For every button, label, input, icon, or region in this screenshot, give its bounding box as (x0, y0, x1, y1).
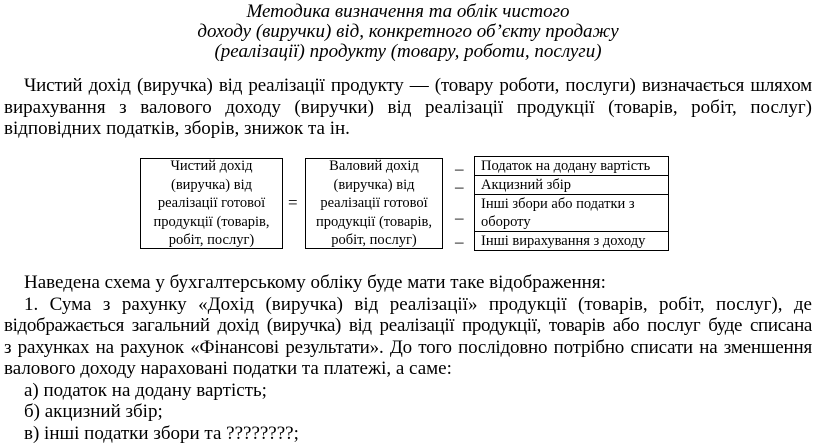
body-line: валового доходу нараховані податки та платежі, а саме: (4, 358, 812, 380)
deduction-excise (475, 176, 668, 195)
minus-sign: – (455, 209, 464, 227)
intro-paragraph (4, 75, 812, 140)
body-paragraph (4, 272, 812, 444)
box-line: реалізації готової (306, 194, 442, 213)
box-line: (виручка) від (141, 176, 282, 195)
list-item: б) акцизний збір; (4, 401, 812, 423)
box-line: реалізації готової (141, 194, 282, 213)
minus-sign: – (455, 178, 464, 196)
deduction-other-taxes (475, 195, 668, 232)
body-line: відображається загальний дохід (виручка) від реалізації продукції, товарів або послуг буде списана (4, 315, 812, 337)
box-line: робіт, послуг) (141, 231, 282, 250)
title-line: доходу (виручки) від, конкретного об’єкту продажу (0, 22, 816, 42)
box-line: продукції (товарів, (306, 213, 442, 232)
title-line: Методика визначення та облік чистого (0, 2, 816, 22)
body-line: з рахунках на рахунок «Фінансові результати». До того послідовно потрібно списати на зменшення (4, 337, 812, 359)
list-item: в) інші податки збори та ????????; (4, 423, 812, 444)
box-line: продукції (товарів, (141, 213, 282, 232)
box-line: (виручка) від (306, 176, 442, 195)
minus-sign: – (455, 233, 464, 251)
intro-line: вирахування з валового доходу (виручки) від реалізації продукції (товарів, робіт, послуг) (4, 97, 812, 119)
deduction-vat (475, 157, 668, 176)
box-line: робіт, послуг) (306, 231, 442, 250)
deduction-other (475, 232, 668, 251)
deduction-line: Акцизний збір (481, 176, 668, 194)
gross-income-box (305, 158, 443, 249)
intro-line: Чистий дохід (виручка) від реалізації продукту — (товару роботи, послуги) визначається шляхом (4, 75, 812, 97)
box-line: Валовий дохід (306, 157, 442, 176)
deduction-line: Інші збори або податки з (481, 195, 668, 213)
deductions-list (474, 156, 669, 251)
body-line: 1. Сума з рахунку «Дохід (виручка) від реалізації» продукції (товарів, робіт, послуг), де (4, 294, 812, 316)
deduction-line: Податок на додану вартість (481, 157, 668, 175)
list-item: а) податок на додану вартість; (4, 380, 812, 402)
equals-sign: = (288, 194, 298, 212)
document-title (0, 2, 816, 62)
deduction-line: Інші вирахування з доходу (481, 232, 668, 250)
minus-sign: – (455, 160, 464, 178)
title-line: (реалізації) продукту (товару, роботи, послуги) (0, 42, 816, 62)
intro-line: відповідних податків, зборів, знижок та ін. (4, 118, 812, 140)
net-income-box (140, 158, 283, 249)
body-line: Наведена схема у бухгалтерському обліку буде мати таке відображення: (4, 272, 812, 294)
box-line: Чистий дохід (141, 157, 282, 176)
deduction-line: обороту (481, 213, 668, 231)
